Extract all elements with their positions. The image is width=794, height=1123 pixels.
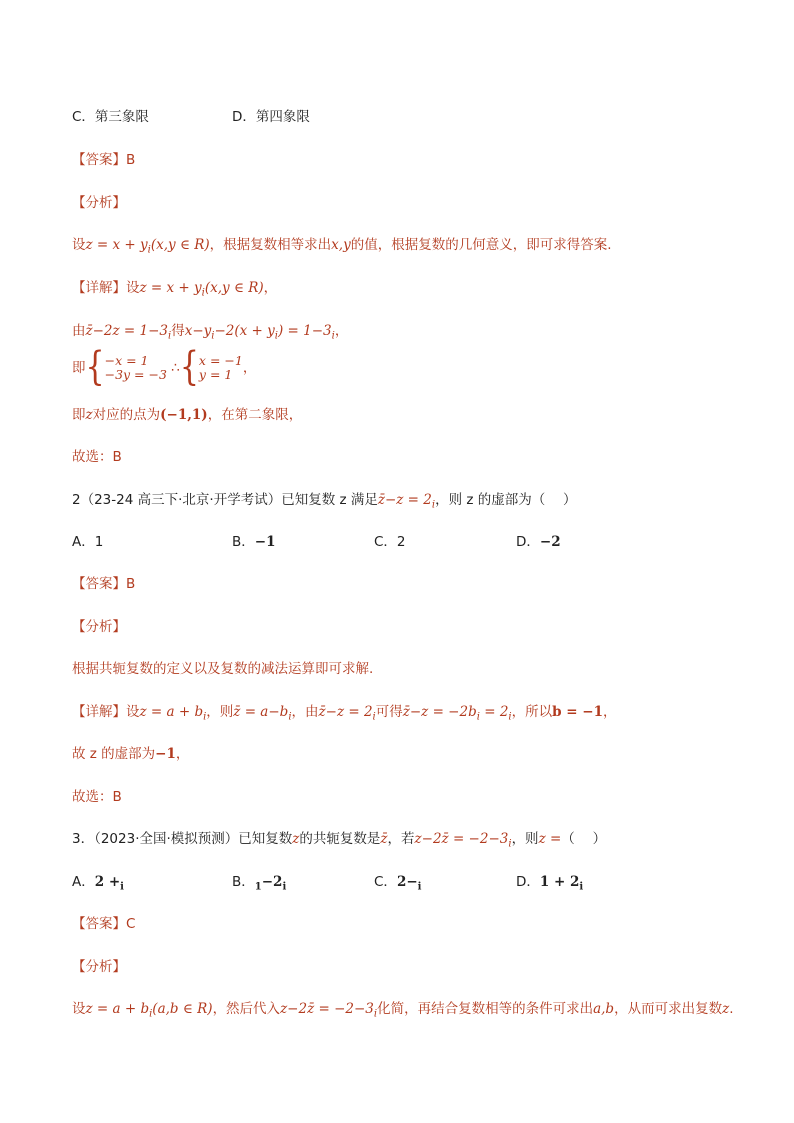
q2-answer-line: 【答案】B [72,576,136,592]
q2-analysis-text: 根据共轭复数的定义以及复数的减法运算即可求解. [72,661,374,677]
q3-option-b: B．$_1-2_i$ [232,874,287,893]
left-brace: { [179,344,199,391]
detail-line-1: 【详解】设$z = x + y_i(x,y$ ∈ R)， [72,280,278,299]
q2-analysis-heading: 【分析】 [72,619,126,635]
question-3-stem: 3．（2023·全国·模拟预测）已知复数z的共轭复数是z̄，若z−2z̄ = $-2-3_i$，则z =（ ） [72,831,607,850]
option-d: D．第四象限 [232,109,310,125]
analysis-text: 设$z = x + y_i(x,y$ ∈ R)，根据复数相等求出x,y的值，根据复数的几何意义，即可求得答案. [72,237,612,256]
q2-option-c: C．2 [374,534,406,550]
q2-imag-line: 故 z 的虚部为−1， [72,746,190,762]
choose-line: 故选：B [72,449,122,465]
q3-analysis-text: 设$z = a + b_i(a,b$ ∈ R)，然后代入z−2z̄ = $-2-3_i$化简，再结合复数相等的条件可求出a,b，从而可求出复数z. [72,1001,734,1020]
q3-option-a: A．$2 +_i$ [72,874,124,893]
q2-option-b: B．−1 [232,534,276,550]
system-2: x = −1 y = 1 [198,353,243,382]
q3-option-c: C．$2-_i$ [374,874,422,893]
q3-analysis-heading: 【分析】 [72,959,126,975]
option-c: C．第三象限 [72,109,149,125]
q3-answer-line: 【答案】C [72,916,136,932]
q3-option-d: D．$1 + 2_i$ [516,874,584,893]
equation-system-line: 即{ −x = 1 −3y = −3 ∴{ x = −1 y = 1 ， [72,344,257,391]
detail-line-2: 由z̄−2z = $1-3_i$得$x-y_i-2(x + y_i) = 1-3_i$， [72,323,349,342]
q2-option-d: D．−2 [516,534,561,550]
answer-line: 【答案】B [72,152,136,168]
system-1: −x = 1 −3y = −3 [104,353,167,382]
left-brace: { [85,344,105,391]
question-2-stem: 2（23-24 高三下·北京·开学考试）已知复数 z 满足z̄−z = $2_i$，则 z 的虚部为（ ） [72,492,577,511]
point-line: 即z对应的点为(−1,1)，在第二象限， [72,407,303,423]
q2-detail-line: 【详解】设$z = a + b_i$，则z̄ = $a-b_i$，由z̄−z = $2_i$可得z̄−z = $-2b_i = 2_i$，所以b = −1， [72,704,617,723]
analysis-heading: 【分析】 [72,195,126,211]
q2-choose-line: 故选：B [72,789,122,805]
q2-option-a: A．1 [72,534,104,550]
